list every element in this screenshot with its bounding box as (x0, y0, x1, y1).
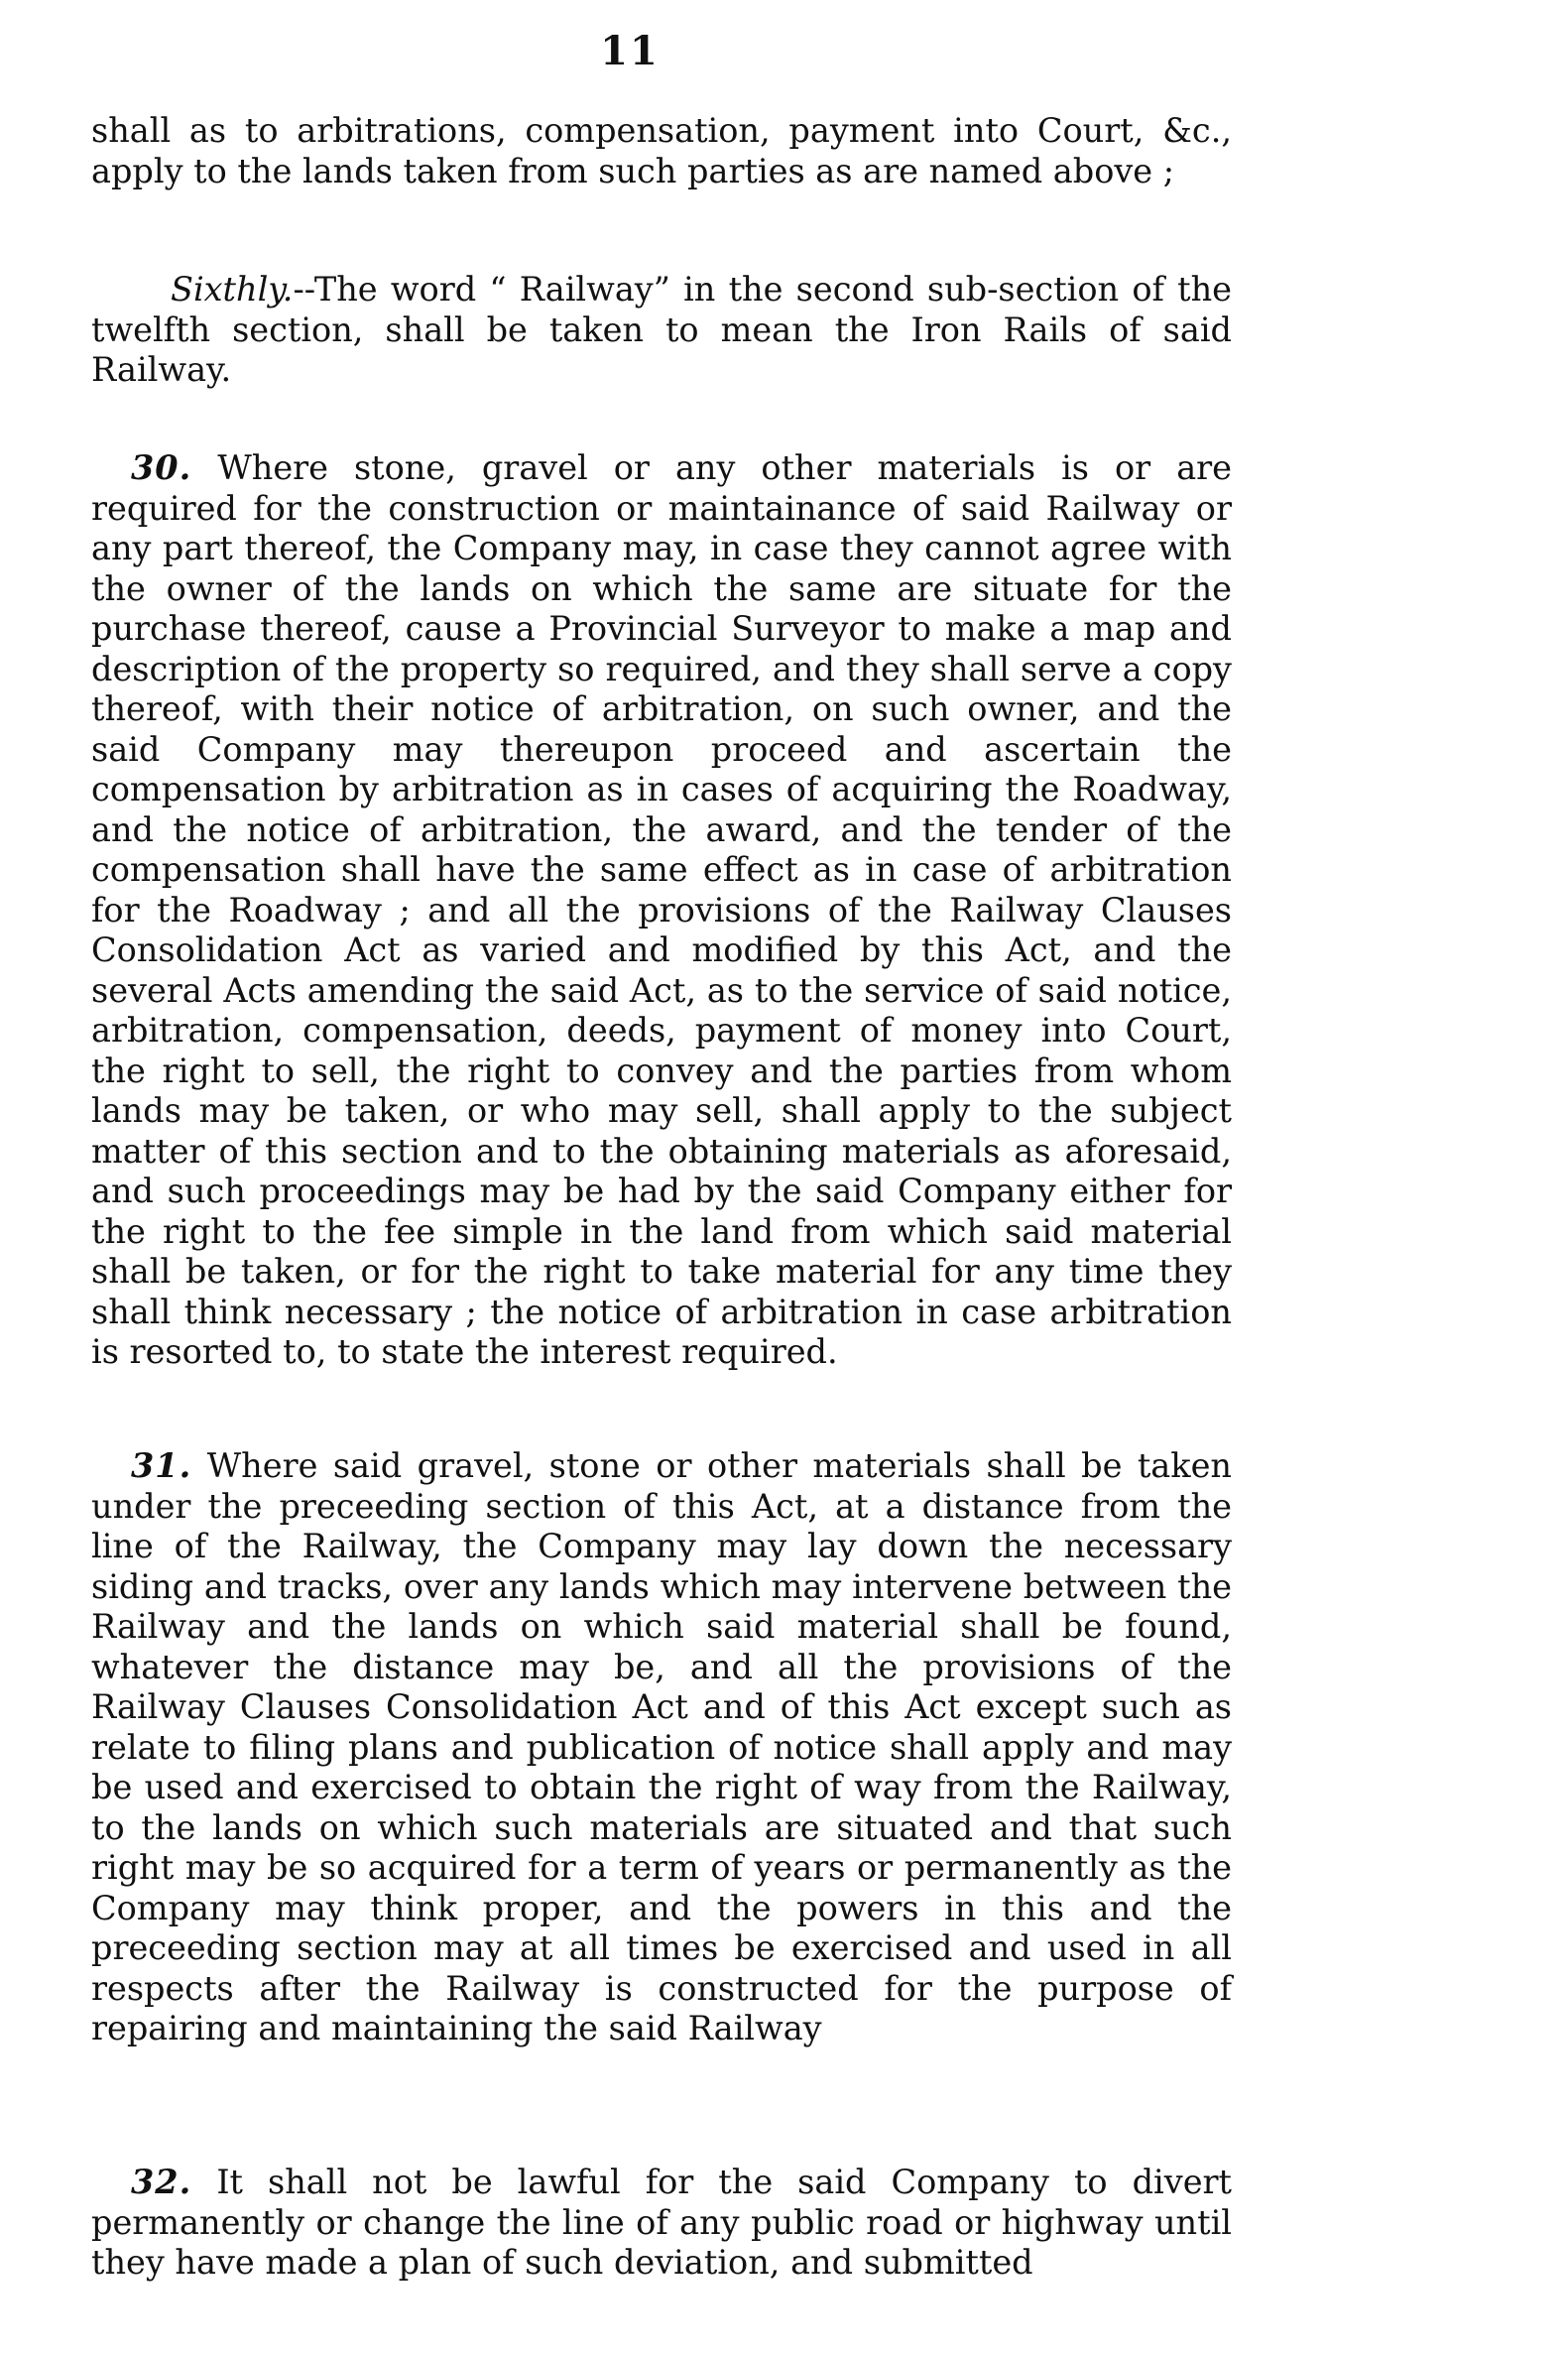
paragraph-sixthly (91, 270, 1232, 391)
section-32 (91, 2163, 1232, 2284)
sixthly-text: --The word “ Railway” in the second sub-section of the twelfth section, shall be taken to mean the Iron Rails of said Railway. (91, 270, 1232, 389)
section-text: Where stone, gravel or any other materials is or are required for the construction or maintainance of said Railway or any part thereof, the Company may, in case they cannot agree with the owner of the lands on which the same are situate for the purchase thereof, cause a Provincial Surveyor to make a map and description of the property so required, and they shall serve a copy thereof, with their notice of arbitration, on such owner, and the said Company may thereupon proceed and ascertain the compensation by arbitration as in cases of acquiring the Roadway, and the notice of arbitration, the award, and the tender of the compensation shall have the same effect as in case of arbitration for the Roadway ; and all the provisions of the Railway Clauses Consolidation Act as varied and modified by this Act, and the several Acts amending the said Act, as to the service of said notice, arbitration, compensation, deeds, payment of money into Court, the right to sell, the right to convey and the parties from whom lands may be taken, or who may sell, shall apply to the subject matter of this section and to the obtaining materials as aforesaid, and such proceedings may be had by the said Company either for the right to the fee simple in the land from which said material shall be taken, or for the right to take material for any time they shall think necessary ; the notice of arbitration in case arbitration is resorted to, to state the interest required. (91, 448, 1233, 1371)
paragraph-body (91, 270, 1232, 391)
section-number: 30. (131, 448, 192, 487)
paragraph-body (91, 448, 1232, 1373)
section-number: 31. (131, 1446, 192, 1485)
section-31 (91, 1446, 1232, 2049)
section-number: 32. (131, 2163, 192, 2201)
paragraph-body (91, 1446, 1232, 2049)
page-number: 11 (600, 28, 660, 74)
section-text: Where said gravel, stone or other materials shall be taken under the preceeding section of this Act, at a distance from the line of the Railway, the Company may lay down the necessary siding and tracks, over any lands which may intervene between the Railway and the lands on which said material shall be found, whatever the distance may be, and all the provisions of the Railway Clauses Consolidation Act and of this Act except such as relate to filing plans and publication of notice shall apply and may be used and exercised to obtain the right of way from the Railway, to the lands on which such materials are situated and that such right may be so acquired for a term of years or permanently as the Company may think proper, and the powers in this and the preceeding section may at all times be exercised and used in all respects after the Railway is constructed for the purpose of repairing and maintaining the said Railway (91, 1446, 1232, 2047)
sixthly-lead: Sixthly. (171, 270, 294, 309)
paragraph-body (91, 2163, 1232, 2284)
paragraph-text: shall as to arbitrations, compensation, payment into Court, &c., apply to the lands taken from such parties as are named above ; (91, 111, 1232, 190)
section-text: It shall not be lawful for the said Company to divert permanently or change the line of any public road or highway until they have made a plan of such deviation, and submitted (91, 2163, 1232, 2282)
paragraph-continuation (91, 111, 1232, 191)
section-30 (91, 448, 1232, 1373)
